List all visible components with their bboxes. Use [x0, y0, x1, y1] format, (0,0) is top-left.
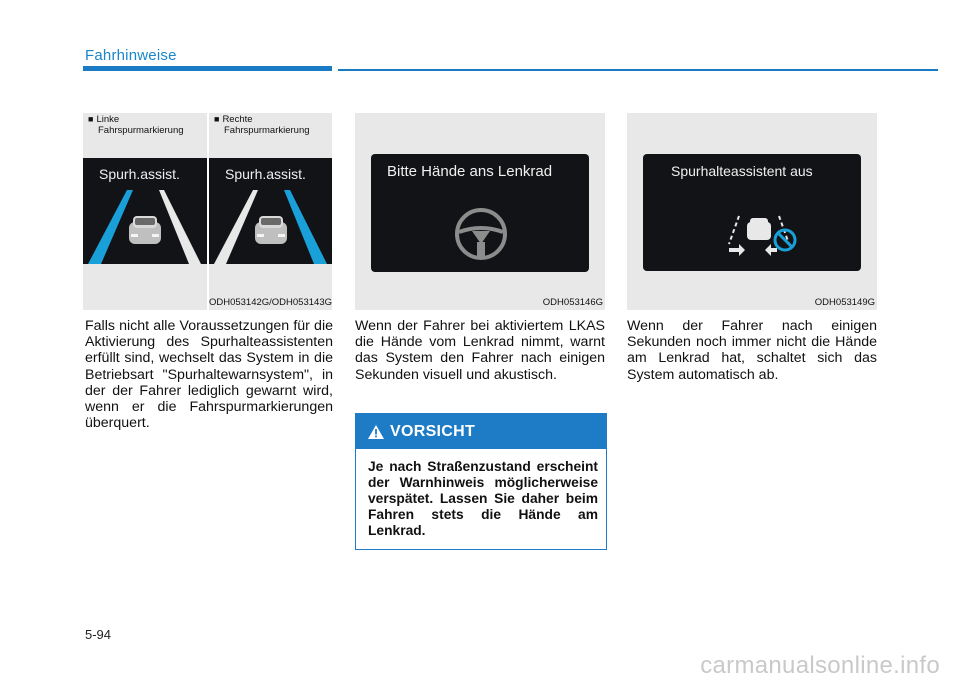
- caution-header: [356, 414, 606, 449]
- figure-label-right: ■ Rechte Fahrspurmarkierung: [214, 114, 310, 136]
- figure-code-2: ODH053146G: [542, 297, 603, 308]
- figure-code-1: ODH053142G/ODH053143G: [208, 297, 332, 308]
- steering-wheel-icon: [451, 204, 511, 264]
- cluster-title-right: Spurh.assist.: [225, 166, 306, 182]
- section-title: Fahrhinweise: [85, 47, 177, 64]
- caution-box: [355, 413, 607, 550]
- cluster-title-hands: Bitte Hände ans Lenkrad: [387, 163, 553, 180]
- header-rule-thick: [83, 66, 332, 71]
- lane-assist-off-icon: [725, 210, 805, 260]
- lane-right-illustration: [209, 184, 332, 264]
- cluster-screen-left: [83, 158, 207, 264]
- cluster-title-left: Spurh.assist.: [99, 166, 180, 182]
- figure-label-left: ■ Linke Fahrspurmarkierung: [88, 114, 184, 136]
- cluster-screen-hands: [371, 154, 589, 272]
- page-number: 5-94: [85, 627, 112, 642]
- watermark: carmanualsonline.info: [700, 652, 940, 679]
- paragraph-col1: Falls nicht alle Voraussetzungen für die Aktivierung des Spurhalteassistenten erfüllt sind, wechselt das System in die Betriebsart "Spurhaltewarnsystem", in der der Fahrer lediglich gewarnt wird, wenn er die Fahrspurmarkierungen überquert.: [85, 318, 333, 432]
- figure-code-3: ODH053149G: [814, 297, 875, 308]
- paragraph-col3: Wenn der Fahrer nach einigen Sekunden noch immer nicht die Hände am Lenkrad hat, schaltet sich das System automatisch ab.: [627, 318, 877, 383]
- cluster-screen-off: [643, 154, 861, 271]
- caution-text: Je nach Straßenzustand erscheint der Warnhinweis möglicherweise verspätet. Lassen Sie daher beim Fahren stets die Hände am Lenkrad.: [368, 459, 598, 538]
- cluster-title-off: Spurhalteassistent aus: [671, 163, 813, 179]
- header-rule-thin: [338, 69, 938, 71]
- caution-title: VORSICHT: [390, 422, 476, 440]
- warning-triangle-icon: [368, 425, 384, 439]
- paragraph-col2: Wenn der Fahrer bei aktiviertem LKAS die Hände vom Lenkrad nimmt, warnt das System den Fahrer nach einigen Sekunden visuell und akustisch.: [355, 318, 605, 383]
- cluster-screen-right: [209, 158, 332, 264]
- lane-left-illustration: [83, 184, 207, 264]
